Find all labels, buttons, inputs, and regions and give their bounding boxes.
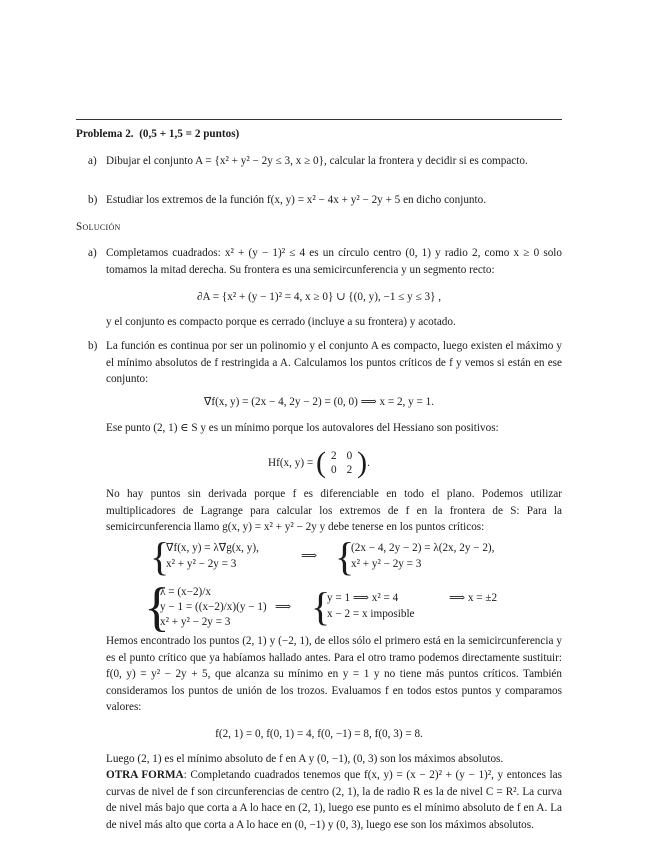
part-text: Estudiar los extremos de la función f(x, y) = x² − 4x + y² − 2y + 5 en dicho conjunto. — [106, 194, 487, 206]
boundary-equation: ∂A = {x² + (y − 1)² = 4, x ≥ 0} ∪ {(0, y), −1 ≤ y ≤ 3} , — [196, 291, 442, 303]
implies-arrow: ⟹ — [275, 601, 292, 613]
solution-part-a — [88, 245, 562, 278]
otra-forma-paragraph — [106, 767, 562, 833]
part-text: Dibujar el conjunto A = {x² + y² − 2y ≤ 3, x ≥ 0}, calcular la frontera y decidir si es compacto. — [106, 155, 528, 167]
hessian-matrix — [326, 449, 357, 477]
system-line: ∇⃗f(x, y) = λ∇⃗g(x, y), — [166, 542, 259, 554]
implies-arrow: ⟹ — [301, 550, 318, 562]
part-text: Completamos cuadrados: x² + (y − 1)² ≤ 4 es un círculo centro (0, 1) y radio 2, como x ≥ 0 solo tomamos la mitad derecha. Su frontera es una semicircunferencia y un segmento recto: — [106, 247, 562, 276]
part-label: b) — [88, 194, 98, 206]
part-label: a) — [88, 155, 97, 167]
problem-heading — [76, 126, 562, 143]
system-line: x − 2 = x imposible — [327, 608, 415, 620]
left-paren: ( — [315, 446, 326, 480]
left-brace: { — [144, 577, 170, 637]
matrix-cell: 2 — [346, 464, 353, 477]
solution-part-b — [88, 338, 562, 388]
right-paren: ) — [357, 446, 368, 480]
minimum-statement: Ese punto (2, 1) ∈ S y es un mínimo porque los autovalores del Hessiano son positivos: — [106, 422, 499, 434]
hessian-end: . — [367, 457, 370, 469]
gradient-equation: ∇⃗f(x, y) = (2x − 4, 2y − 2) = (0, 0) ⟹ x = 2, y = 1. — [203, 396, 435, 408]
system-line: x² + y² − 2y = 3 — [166, 558, 237, 570]
system-line: y − 1 = ((x−2)/x)(y − 1) — [160, 601, 267, 613]
system-line: λ = (x−2)/x — [160, 586, 211, 598]
otra-forma-label: OTRA FORMA — [106, 769, 184, 781]
system-line: y = 1 ⟹ x² = 4 — [327, 592, 399, 604]
system-line: x² + y² − 2y = 3 — [351, 558, 422, 570]
found-points-paragraph: Hemos encontrado los puntos (2, 1) y (−2, 1), de ellos sólo el primero está en la semicircunferencia y es el punto crítico que ya habíamos hallado antes. Para el otro tramo podemos directamente sustituir: f(0, y) = y² − 2y + 5, que alcanza su mínimo en y = 1 y no tiene más puntos críticos. También consideramos los puntos de unión de los trozos. Evaluamos f en todos estos puntos y comparamos valores: — [106, 635, 562, 714]
top-rule — [76, 119, 562, 120]
left-brace: { — [335, 534, 355, 579]
otra-forma-text: : Completando cuadrados tenemos que f(x, y) = (x − 2)² + (y − 1)², y entonces las curvas de nivel de f son circunferencias de centro (2, 1), la de radio R es la de nivel C = R². La curva de nivel más bajo que corta a A lo hace en (2, 1), luego ese punto es el mínimo absoluto de f en A. La de nivel más alto que corta a A lo hace en (0, −1) y (0, 3), luego ese son los máximos absolutos. — [106, 769, 562, 831]
system-line: x² + y² − 2y = 3 — [160, 616, 231, 628]
matrix-cell: 0 — [346, 450, 353, 463]
conclusion: Luego (2, 1) es el mínimo absoluto de f en A y (0, −1), (0, 3) son los máximos absolutos. — [106, 753, 504, 765]
lagrange-paragraph: No hay puntos sin derivada porque f es diferenciable en todo el plano. Podemos utilizar multiplicadores de Lagrange para calcular los extremos de f en la frontera de S: Para la semicircunferencia llamo g(x, y) = x² + y² − 2y y debe tenerse en los puntos críticos: — [106, 488, 562, 534]
hessian-lhs: Hf(x, y) = — [268, 457, 314, 469]
system-2-result: ⟹ x = ±2 — [449, 592, 498, 604]
left-brace: { — [311, 584, 331, 629]
problem-title: Problema 2. — [76, 128, 134, 140]
hessian-equation — [76, 444, 562, 482]
compact-statement: y el conjunto es compacto porque es cerrado (incluye a su frontera) y acotado. — [106, 316, 456, 328]
matrix-cell: 2 — [330, 450, 337, 463]
part-label: a) — [88, 247, 97, 259]
left-brace: { — [150, 534, 170, 579]
part-text: La función es continua por ser un polinomio y el conjunto A es compacto, luego existen el máximo y el mínimo absolutos de f restringida a A. Calculamos los puntos críticos de f y vemos si están en ese conjunto: — [106, 340, 562, 386]
problem-part-a — [88, 153, 562, 170]
values-equation: f(2, 1) = 0, f(0, 1) = 4, f(0, −1) = 8, f(0, 3) = 8. — [215, 728, 423, 740]
problem-part-b — [88, 192, 562, 209]
part-label: b) — [88, 340, 98, 352]
solution-heading: Solución — [76, 221, 121, 233]
problem-points: (0,5 + 1,5 = 2 puntos) — [139, 128, 240, 140]
matrix-cell: 0 — [330, 464, 337, 477]
system-line: (2x − 4, 2y − 2) = λ(2x, 2y − 2), — [351, 542, 495, 554]
